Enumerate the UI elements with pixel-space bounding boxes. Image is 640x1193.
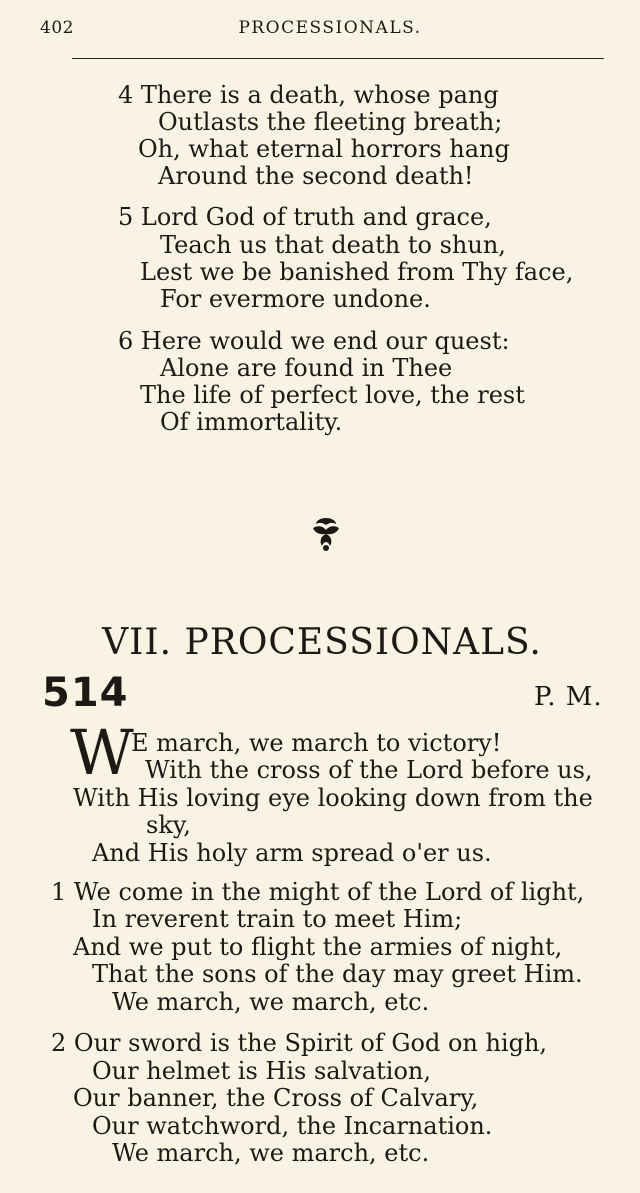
verse-line: With His loving eye looking down from the	[73, 784, 593, 812]
verse-line: E march, we march to victory!	[131, 729, 502, 757]
verse-line: 1 We come in the might of the Lord of light,	[51, 878, 585, 906]
verse-line: Teach us that death to shun,	[160, 231, 506, 259]
page-number: 402	[40, 18, 74, 38]
verse-line: Our helmet is His salvation,	[92, 1057, 431, 1085]
verse-line: And we put to flight the armies of night,	[73, 933, 563, 961]
verse-line: 5 Lord God of truth and grace,	[118, 203, 492, 231]
verse-line: 6 Here would we end our quest:	[118, 327, 510, 355]
page-header	[0, 0, 640, 60]
fleuron-icon	[310, 516, 342, 552]
header-rule	[72, 58, 604, 59]
section-title: VII. PROCESSIONALS.	[102, 622, 542, 663]
verse-line: Outlasts the fleeting breath;	[158, 108, 503, 136]
verse-line: That the sons of the day may greet Him.	[92, 960, 583, 988]
verse-line: 4 There is a death, whose pang	[118, 81, 499, 109]
verse-line: In reverent train to meet Him;	[92, 905, 463, 933]
verse-line: Our banner, the Cross of Calvary,	[73, 1084, 479, 1112]
verse-line: We march, we march, etc.	[112, 988, 430, 1016]
verse-line: Around the second death!	[158, 162, 474, 190]
verse-line: sky,	[146, 811, 191, 839]
running-head: PROCESSIONALS.	[238, 18, 422, 38]
verse-line: For evermore undone.	[160, 285, 431, 313]
drop-cap: W	[70, 716, 134, 789]
verse-line: The life of perfect love, the rest	[140, 381, 525, 409]
verse-line: Alone are found in Thee	[160, 354, 453, 382]
verse-line: Oh, what eternal horrors hang	[138, 135, 510, 163]
verse-line: 2 Our sword is the Spirit of God on high,	[51, 1029, 548, 1057]
hymn-meter: P. M.	[534, 682, 603, 712]
verse-line: Lest we be banished from Thy face,	[140, 258, 574, 286]
verse-line: We march, we march, etc.	[112, 1139, 430, 1167]
verse-line: With the cross of the Lord before us,	[145, 756, 593, 784]
hymn-number: 514	[42, 670, 129, 716]
verse-line: Our watchword, the Incarnation.	[92, 1112, 493, 1140]
verse-line: Of immortality.	[160, 408, 343, 436]
verse-line: And His holy arm spread o'er us.	[92, 839, 492, 867]
